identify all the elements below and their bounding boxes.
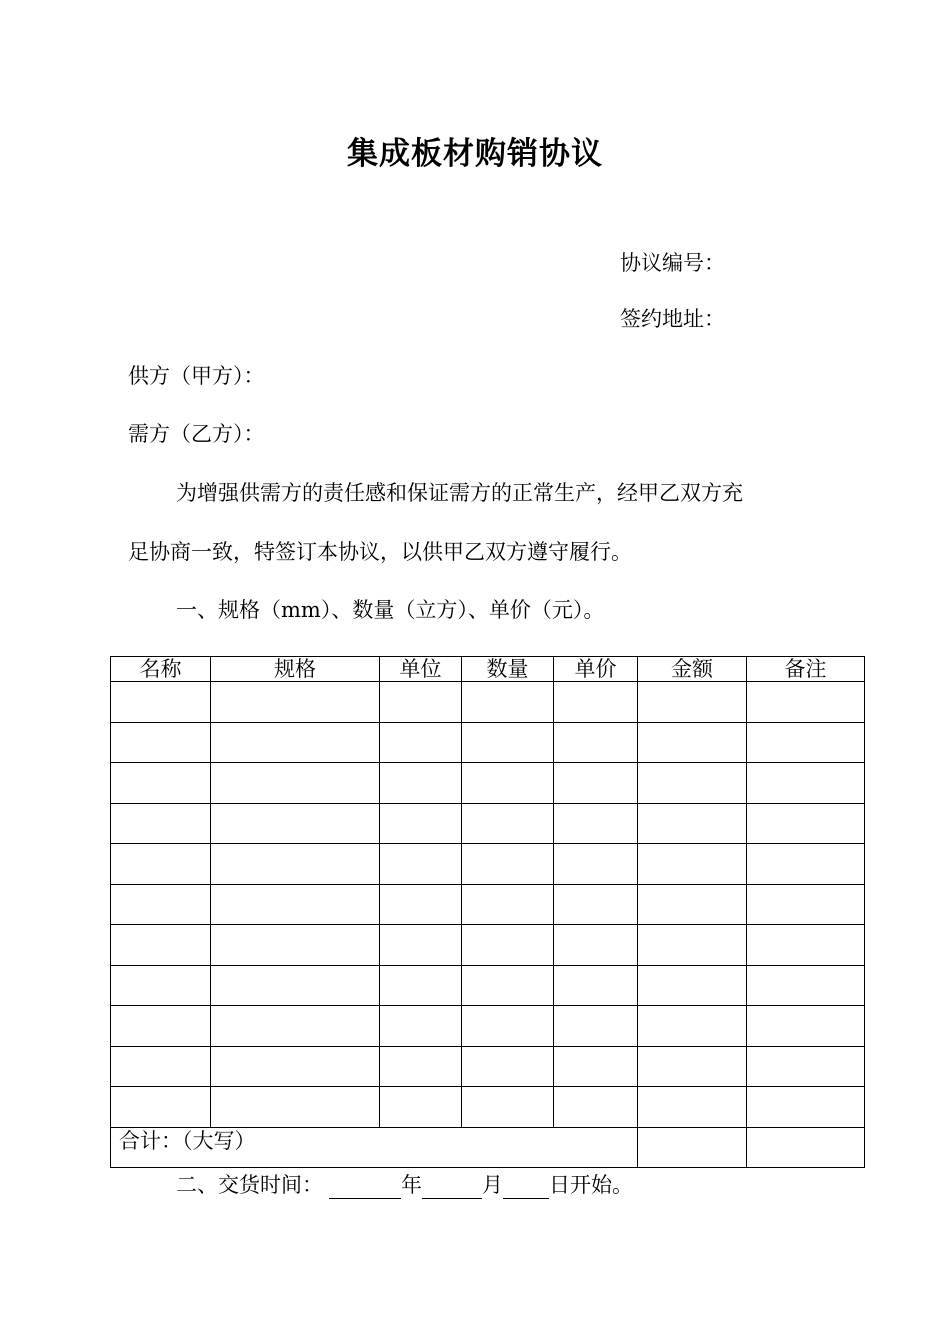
spec-cell[interactable]: [211, 763, 380, 804]
remarks-cell[interactable]: [747, 965, 865, 1006]
quantity-cell[interactable]: [462, 884, 554, 925]
quantity-cell[interactable]: [462, 1087, 554, 1128]
table-row: [111, 1006, 865, 1047]
unit-cell[interactable]: [380, 925, 462, 966]
remarks-cell[interactable]: [747, 844, 865, 885]
table-row: [111, 763, 865, 804]
name-cell[interactable]: [111, 844, 211, 885]
spec-cell[interactable]: [211, 1087, 380, 1128]
name-cell[interactable]: [111, 925, 211, 966]
remarks-cell[interactable]: [747, 722, 865, 763]
amount-cell[interactable]: [638, 965, 747, 1006]
quantity-cell[interactable]: [462, 844, 554, 885]
amount-cell[interactable]: [638, 925, 747, 966]
buyer-label: 需方（乙方）：: [128, 422, 265, 446]
name-cell[interactable]: [111, 1087, 211, 1128]
amount-cell[interactable]: [638, 1087, 747, 1128]
total-label: 合计：（大写）: [111, 1127, 638, 1168]
page-title: 集成板材购销协议: [347, 136, 603, 172]
amount-cell[interactable]: [638, 844, 747, 885]
unit-cell[interactable]: [380, 1046, 462, 1087]
signing-address-label: 签约地址：: [620, 307, 725, 331]
table-row: [111, 1046, 865, 1087]
quantity-cell[interactable]: [462, 965, 554, 1006]
header-quantity: 数量: [462, 657, 554, 682]
spec-cell[interactable]: [211, 1006, 380, 1047]
header-spec: 规格: [211, 657, 380, 682]
spec-cell[interactable]: [211, 1046, 380, 1087]
amount-cell[interactable]: [638, 1006, 747, 1047]
day-suffix-label: 日开始。: [549, 1173, 633, 1197]
table-row: [111, 1087, 865, 1128]
unit-cell[interactable]: [380, 682, 462, 723]
total-amount-cell[interactable]: [638, 1127, 747, 1168]
name-cell[interactable]: [111, 682, 211, 723]
unit-cell[interactable]: [380, 965, 462, 1006]
unit-cell[interactable]: [380, 722, 462, 763]
header-unit-price: 单价: [554, 657, 638, 682]
unit-price-cell[interactable]: [554, 925, 638, 966]
quantity-cell[interactable]: [462, 803, 554, 844]
remarks-cell[interactable]: [747, 803, 865, 844]
remarks-cell[interactable]: [747, 1006, 865, 1047]
remarks-cell[interactable]: [747, 1046, 865, 1087]
delivery-year-blank[interactable]: [329, 1176, 401, 1199]
remarks-cell[interactable]: [747, 682, 865, 723]
amount-cell[interactable]: [638, 763, 747, 804]
unit-price-cell[interactable]: [554, 1006, 638, 1047]
intro-line-2: 足协商一致，特签订本协议，以供甲乙双方遵守履行。: [128, 540, 632, 564]
quantity-cell[interactable]: [462, 1046, 554, 1087]
unit-price-cell[interactable]: [554, 1046, 638, 1087]
unit-price-cell[interactable]: [554, 682, 638, 723]
table-row: [111, 682, 865, 723]
table-row: [111, 884, 865, 925]
unit-cell[interactable]: [380, 844, 462, 885]
unit-price-cell[interactable]: [554, 763, 638, 804]
name-cell[interactable]: [111, 965, 211, 1006]
remarks-cell[interactable]: [747, 763, 865, 804]
header-remarks: 备注: [747, 657, 865, 682]
table-header-row: [111, 657, 865, 682]
header-name: 名称: [111, 657, 211, 682]
section2-line: [176, 1171, 633, 1199]
name-cell[interactable]: [111, 763, 211, 804]
year-label: 年: [401, 1173, 422, 1197]
table-row: [111, 722, 865, 763]
quantity-cell[interactable]: [462, 722, 554, 763]
name-cell[interactable]: [111, 884, 211, 925]
remarks-cell[interactable]: [747, 925, 865, 966]
header-unit: 单位: [380, 657, 462, 682]
unit-cell[interactable]: [380, 803, 462, 844]
name-cell[interactable]: [111, 722, 211, 763]
amount-cell[interactable]: [638, 1046, 747, 1087]
amount-cell[interactable]: [638, 884, 747, 925]
quantity-cell[interactable]: [462, 763, 554, 804]
spec-cell[interactable]: [211, 884, 380, 925]
quantity-cell[interactable]: [462, 682, 554, 723]
table-row: [111, 803, 865, 844]
spec-cell[interactable]: [211, 682, 380, 723]
quantity-cell[interactable]: [462, 1006, 554, 1047]
spec-cell[interactable]: [211, 722, 380, 763]
spec-cell[interactable]: [211, 925, 380, 966]
unit-cell[interactable]: [380, 763, 462, 804]
unit-cell[interactable]: [380, 884, 462, 925]
supplier-label: 供方（甲方）：: [128, 364, 265, 388]
amount-cell[interactable]: [638, 722, 747, 763]
agreement-no-label: 协议编号：: [620, 251, 725, 275]
amount-cell[interactable]: [638, 682, 747, 723]
delivery-day-blank[interactable]: [503, 1176, 549, 1199]
table-row: [111, 925, 865, 966]
delivery-time-label: 二、交货时间：: [176, 1173, 323, 1197]
table-row: [111, 844, 865, 885]
name-cell[interactable]: [111, 1046, 211, 1087]
intro-line-1: 为增强供需方的责任感和保证需方的正常生产，经甲乙双方充: [176, 481, 743, 505]
delivery-month-blank[interactable]: [422, 1176, 482, 1199]
unit-cell[interactable]: [380, 1006, 462, 1047]
header-amount: 金额: [638, 657, 747, 682]
unit-cell[interactable]: [380, 1087, 462, 1128]
unit-price-cell[interactable]: [554, 1087, 638, 1128]
month-label: 月: [482, 1173, 503, 1197]
spec-cell[interactable]: [211, 965, 380, 1006]
spec-cell[interactable]: [211, 803, 380, 844]
name-cell[interactable]: [111, 1006, 211, 1047]
total-remarks-cell[interactable]: [747, 1127, 865, 1168]
unit-price-cell[interactable]: [554, 884, 638, 925]
name-cell[interactable]: [111, 803, 211, 844]
amount-cell[interactable]: [638, 803, 747, 844]
unit-price-cell[interactable]: [554, 803, 638, 844]
remarks-cell[interactable]: [747, 884, 865, 925]
unit-price-cell[interactable]: [554, 965, 638, 1006]
quantity-cell[interactable]: [462, 925, 554, 966]
section1-heading: 一、规格（mm）、数量（立方）、单价（元）。: [176, 598, 605, 622]
remarks-cell[interactable]: [747, 1087, 865, 1128]
total-row: [111, 1127, 865, 1168]
unit-price-cell[interactable]: [554, 722, 638, 763]
spec-table: [110, 656, 865, 1168]
spec-cell[interactable]: [211, 844, 380, 885]
table-row: [111, 965, 865, 1006]
unit-price-cell[interactable]: [554, 844, 638, 885]
